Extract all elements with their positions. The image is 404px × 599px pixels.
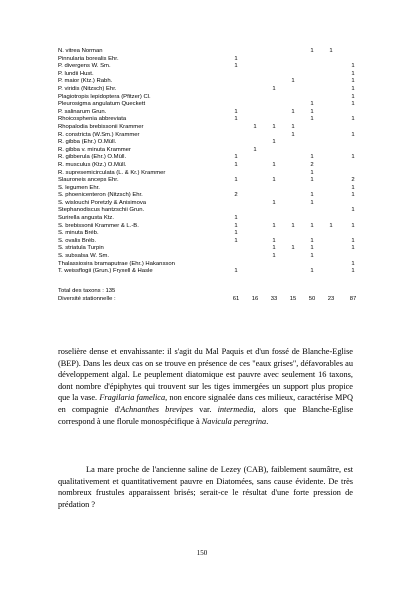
occurrence-cell: 1 — [329, 48, 333, 54]
taxon-row — [58, 116, 368, 124]
taxon-name: Thalassiosira bramaputrae (Ehr.) Hakansson — [58, 260, 175, 267]
taxon-name: Stephanodiscus hantzschii Grun. — [58, 207, 145, 214]
occurrence-cell: 2 — [310, 161, 314, 168]
occurrence-cell: 1 — [291, 108, 295, 115]
occurrence-cell: 1 — [234, 63, 238, 70]
occurrence-cell: 1 — [351, 85, 355, 92]
diversity-row — [58, 295, 368, 303]
diversity-value: 50 — [308, 296, 316, 302]
taxon-name: S. wislouchi Poretzly & Anisimova — [58, 199, 147, 206]
occurrence-cell: 1 — [351, 222, 355, 229]
occurrence-cell: 1 — [272, 199, 276, 206]
occurrence-cell: 1 — [272, 245, 276, 252]
occurrence-cell: 1 — [291, 131, 295, 138]
occurrence-cell: 1 — [351, 70, 355, 77]
occurrence-cell: 1 — [234, 230, 238, 237]
total-row — [58, 287, 368, 295]
taxon-name: Achnanthes brevipes — [120, 404, 193, 414]
taxon-row — [58, 124, 368, 132]
taxon-row — [58, 48, 368, 56]
taxon-row — [58, 207, 368, 215]
taxon-row — [58, 78, 368, 86]
taxon-row — [58, 162, 368, 170]
occurrence-cell: 1 — [234, 237, 238, 244]
taxon-row — [58, 63, 368, 71]
occurrence-cell: 1 — [234, 154, 238, 161]
taxa-table — [58, 48, 368, 276]
taxon-name: Pinnularia borealis Ehr. — [58, 55, 119, 62]
taxon-row — [58, 170, 368, 178]
diversity-value: 33 — [270, 296, 278, 302]
diversity-label: Diversité stationnelle : — [58, 296, 116, 302]
taxon-name: R. gibba (Ehr.) O.Müll. — [58, 139, 117, 146]
occurrence-cell: 1 — [310, 154, 314, 161]
occurrence-cell: 1 — [310, 169, 314, 176]
occurrence-cell: 1 — [234, 116, 238, 123]
occurrence-cell: 1 — [291, 123, 295, 130]
taxon-row — [58, 109, 368, 117]
occurrence-cell: 1 — [310, 116, 314, 123]
occurrence-cell: 1 — [310, 268, 314, 275]
taxon-name: R. musculus (Ktz.) O.Müll. — [58, 161, 127, 168]
taxon-row — [58, 71, 368, 79]
occurrence-cell: 1 — [291, 78, 295, 85]
occurrence-cell: 1 — [351, 63, 355, 70]
taxon-row — [58, 185, 368, 193]
taxon-row — [58, 94, 368, 102]
taxon-name: P. viridis (Nitzsch) Ehr. — [58, 85, 117, 92]
diversity-value: 87 — [349, 296, 357, 302]
paragraph-2: La mare proche de l'ancienne saline de Lezey (CAB), faiblement saumâtre, est qualitativement et quantitativement pauvre en Diatomées, sans cause évidente. De très nombreux frustules apparaissent brisés; serait-ce le résultat d'une forte pression de prédation ? — [58, 465, 353, 509]
occurrence-cell: 1 — [253, 146, 257, 153]
occurrence-cell: 1 — [272, 161, 276, 168]
occurrence-cell: 1 — [234, 215, 238, 222]
taxon-row — [58, 268, 368, 276]
taxon-name: S. phoenicenteron (Nitzsch) Ehr. — [58, 192, 143, 199]
page-number: 150 — [196, 549, 208, 557]
occurrence-cell: 1 — [351, 268, 355, 275]
occurrence-cell: 1 — [310, 199, 314, 206]
taxon-row — [58, 86, 368, 94]
taxon-name: R. gibba v. minuta Krammer — [58, 146, 131, 153]
occurrence-cell: 1 — [253, 123, 257, 130]
occurrence-cell: 1 — [310, 108, 314, 115]
occurrence-cell: 1 — [234, 177, 238, 184]
occurrence-cell: 1 — [351, 116, 355, 123]
occurrence-cell: 1 — [272, 237, 276, 244]
occurrence-cell: 1 — [272, 139, 276, 146]
occurrence-cell: 1 — [351, 207, 355, 214]
occurrence-cell: 1 — [310, 237, 314, 244]
taxon-name: S. subsalsa W. Sm. — [58, 253, 110, 260]
occurrence-cell: 1 — [272, 85, 276, 92]
occurrence-cell: 2 — [351, 177, 355, 184]
occurrence-cell: 1 — [234, 161, 238, 168]
occurrence-cell: 1 — [310, 245, 314, 252]
taxon-name: Slauroneis anceps Ehr. — [58, 177, 119, 184]
taxon-row — [58, 101, 368, 109]
taxon-name: R. gibberula (Ehr.) O.Müll. — [58, 154, 127, 161]
diversity-value: 15 — [289, 296, 297, 302]
taxon-name: Rhopalodia brebissonii Krammer — [58, 123, 144, 130]
taxon-name: R. supresemicirculata (L. & Kr.) Krammer — [58, 169, 166, 176]
taxon-name: S. ovalis Bréb. — [58, 237, 96, 244]
paragraph-1-text: , alors que Blanche-Eglise correspond à une florule monospécifique à — [58, 404, 353, 426]
taxon-row — [58, 154, 368, 162]
taxon-name: S. legumen Ehr. — [58, 184, 100, 191]
taxon-name: S. brebissonii Krammer & L.-B. — [58, 222, 139, 229]
taxon-name: Rhoicosphenia abbreviata — [58, 116, 127, 123]
occurrence-cell: 1 — [310, 192, 314, 199]
paragraph-1-text: var. — [192, 404, 218, 414]
occurrence-cell: 1 — [310, 253, 314, 260]
taxon-name: Navicula peregrina — [201, 416, 267, 426]
occurrence-cell: 1 — [310, 48, 314, 54]
taxon-row — [58, 223, 368, 231]
taxon-name: Pleurosigma angulatum Queckett — [58, 101, 146, 108]
taxon-name: P. salinarum Grun. — [58, 108, 107, 115]
taxon-row — [58, 56, 368, 64]
diversity-value: 23 — [327, 296, 335, 302]
occurrence-cell: 1 — [351, 237, 355, 244]
taxon-row — [58, 230, 368, 238]
occurrence-cell: 1 — [234, 55, 238, 62]
occurrence-cell: 1 — [291, 222, 295, 229]
taxon-name: intermedia — [217, 404, 254, 414]
taxon-row — [58, 132, 368, 140]
table-footer — [58, 287, 368, 303]
taxon-name: P. divergens W. Sm. — [58, 63, 111, 70]
occurrence-cell: 1 — [310, 222, 314, 229]
taxon-row — [58, 253, 368, 261]
occurrence-cell: 1 — [351, 154, 355, 161]
occurrence-cell: 1 — [351, 192, 355, 199]
taxon-name: P. lundii Hust. — [58, 70, 94, 77]
taxon-row — [58, 215, 368, 223]
taxon-row — [58, 261, 368, 269]
paragraph-1 — [58, 346, 353, 427]
taxon-name: S. striatula Turpin — [58, 245, 104, 252]
taxon-row — [58, 147, 368, 155]
total-label: Total des taxons : 135 — [58, 288, 116, 294]
paragraph-1-text: . — [266, 416, 269, 426]
diversity-value: 61 — [232, 296, 240, 302]
taxon-row — [58, 245, 368, 253]
occurrence-cell: 2 — [234, 192, 238, 199]
taxon-row — [58, 238, 368, 246]
taxon-name: Plagiotropis lepidoptera (Pfitzer) Cl. — [58, 93, 151, 100]
occurrence-cell: 1 — [272, 177, 276, 184]
occurrence-cell: 1 — [272, 222, 276, 229]
occurrence-cell: 1 — [310, 101, 314, 108]
diversity-value: 16 — [251, 296, 259, 302]
occurrence-cell: 1 — [234, 108, 238, 115]
occurrence-cell: 1 — [351, 245, 355, 252]
taxon-name: P. maior (Ktz.) Rabh. — [58, 78, 113, 85]
occurrence-cell: 1 — [351, 78, 355, 85]
occurrence-cell: 1 — [234, 222, 238, 229]
taxon-row — [58, 200, 368, 208]
taxon-row — [58, 192, 368, 200]
occurrence-cell: 1 — [351, 93, 355, 100]
taxon-name: Surirella angusta Ktz. — [58, 215, 114, 222]
paragraph-1-text: , non encore signalée dans ces milieux, caractérise MPQ en compagnie d' — [58, 393, 353, 414]
occurrence-cell: 1 — [329, 222, 333, 229]
occurrence-cell: 1 — [272, 253, 276, 260]
occurrence-cell: 1 — [351, 260, 355, 267]
occurrence-cell: 1 — [351, 131, 355, 138]
paragraph-1-text: roselière dense et envahissante: il s'agit du Mal Paquis et d'un fossé de Blanche-Eglise (BEP). Dans les deux cas on se trouve en présence de ces "eaux grises", défavorables au développement algal. Le peuplement diatomique est pauvre avec seulement 16 taxons, dont nombre d'épiphytes qui trouvent sur les tiges immergées un support plus propice que la vase. — [58, 347, 353, 403]
taxon-name: S. minuta Bréb. — [58, 230, 99, 237]
occurrence-cell: 1 — [272, 123, 276, 130]
taxon-name: T. weissflogii (Grun.) Fryxell & Hasle — [58, 268, 153, 275]
body-text — [58, 346, 353, 427]
occurrence-cell: 1 — [310, 177, 314, 184]
occurrence-cell: 1 — [351, 101, 355, 108]
occurrence-cell: 1 — [351, 184, 355, 191]
occurrence-cell: 1 — [234, 268, 238, 275]
taxon-row — [58, 177, 368, 185]
taxon-name: N. vitrea Norman — [58, 48, 103, 54]
taxon-name: Fragilaria famelica — [99, 393, 166, 403]
taxon-row — [58, 139, 368, 147]
taxon-name: R. constricta (W.Sm.) Krammer — [58, 131, 140, 138]
occurrence-cell: 1 — [291, 245, 295, 252]
